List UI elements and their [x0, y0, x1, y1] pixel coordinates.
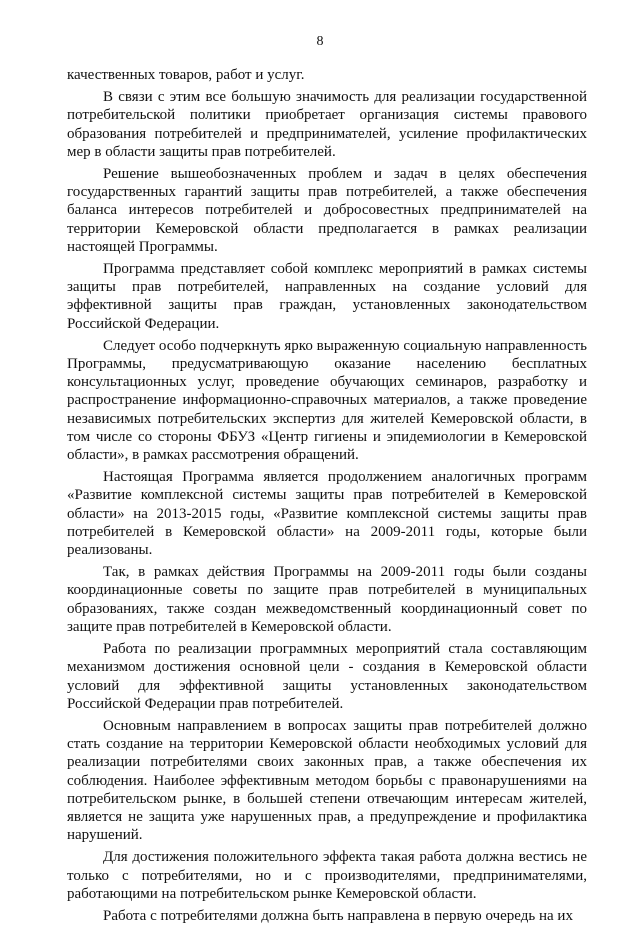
paragraph: Решение вышеобозначенных проблем и задач в целях обеспечения государственных гарантий защиты прав потребителей, а также обеспечения баланса интересов потребителей и добросовестных предпринимателей на территории Кемеровской области предполагается в рамках реализации настоящей Программы.	[67, 166, 587, 255]
paragraph: Следует особо подчеркнуть ярко выраженную социальную направленность Программы, предусматривающую оказание населению бесплатных консультационных услуг, проведение обучающих семинаров, разработку и распространение информационно-справочных материалов, а также проведение независимых потребительских экспертиз для жителей Кемеровской области, в том числе со стороны ФБУЗ «Центр гигиены и эпидемиологии в Кемеровской области», в рамках рассмотрения обращений.	[67, 337, 587, 464]
page-number: 8	[316, 34, 324, 49]
page-body	[67, 66, 587, 925]
paragraph: Работа с потребителями должна быть направлена в первую очередь на их	[103, 907, 573, 924]
paragraph: В связи с этим все большую значимость для реализации государственной потребительской политики приобретает организация системы правового образования потребителей и предпринимателей, усиление профилактических мер в области защиты прав потребителей.	[67, 89, 587, 160]
paragraph: Настоящая Программа является продолжением аналогичных программ «Развитие комплексной системы защиты прав потребителей в Кемеровской области» на 2013-2015 годы, «Развитие комплексной системы защиты прав потребителей в Кемеровской области» на 2009-2011 годы, которые были реализованы.	[67, 469, 587, 559]
paragraph-continuation: качественных товаров, работ и услуг.	[67, 67, 305, 83]
paragraph: Программа представляет собой комплекс мероприятий в рамках системы защиты прав потребителей, направленных на создание условий для эффективной защиты прав граждан, установленных законодательством Российской Федерации.	[67, 261, 587, 332]
paragraph: Так, в рамках действия Программы на 2009-2011 годы были созданы координационные советы по защите прав потребителей в муниципальных образованиях, также создан межведомственный координационный совет по защите прав потребителей в Кемеровской области.	[67, 564, 587, 635]
paragraph: Работа по реализации программных мероприятий стала составляющим механизмом достижения основной цели - создания в Кемеровской области условий для эффективной защиты установленных законодательством Российской Федерации прав потребителей.	[67, 641, 587, 712]
paragraph: Для достижения положительного эффекта такая работа должна вестись не только с потребителями, но и с производителями, предпринимателями, работающими на потребительском рынке Кемеровской области.	[67, 849, 587, 902]
paragraph: Основным направлением в вопросах защиты прав потребителей должно стать создание на территории Кемеровской области необходимых условий для реализации потребителями своих законных прав, а также обеспечения их соблюдения. Наиболее эффективным методом борьбы с правонарушениями на потребительском рынке, в большей степени отвечающим интересам жителей, является не защита уже нарушенных прав, а предупреждение и профилактика нарушений.	[67, 717, 587, 844]
